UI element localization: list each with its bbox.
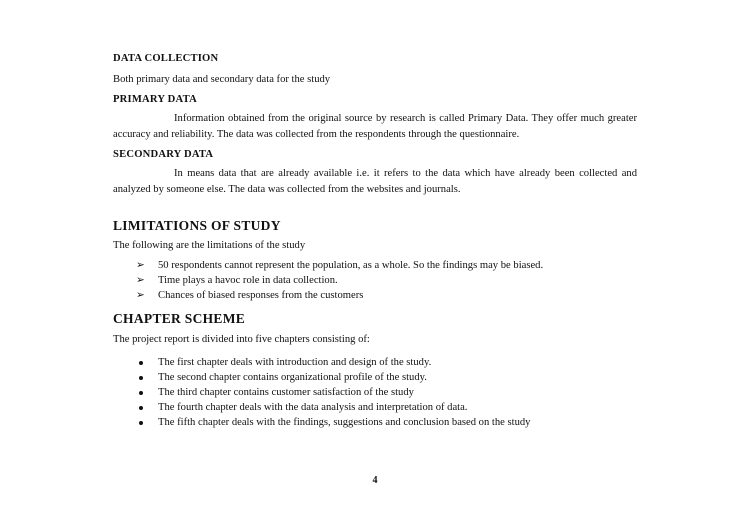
limitations-list xyxy=(113,259,637,303)
list-item: ➢ Chances of biased responses from the customers xyxy=(136,290,364,301)
list-item: The fifth chapter deals with the findings, suggestions and conclusion based on the study xyxy=(113,416,637,430)
arrow-bullet-icon: ➢ xyxy=(136,290,145,301)
limitations-intro: The following are the limitations of the study xyxy=(113,240,306,251)
list-item: The first chapter deals with introduction and design of the study. xyxy=(113,356,637,370)
list-item: The third chapter contains customer satisfaction of the study xyxy=(113,386,637,400)
chapter-scheme-intro: The project report is divided into five chapters consisting of: xyxy=(113,334,370,345)
primary-data-heading: PRIMARY DATA xyxy=(113,94,197,105)
bullet-dot-icon xyxy=(139,376,143,380)
list-item: The second chapter contains organizational profile of the study. xyxy=(113,371,637,385)
data-collection-heading: DATA COLLECTION xyxy=(113,53,219,64)
secondary-data-heading: SECONDARY DATA xyxy=(113,149,214,160)
bullet-dot-icon xyxy=(139,391,143,395)
bullet-dot-icon xyxy=(139,421,143,425)
primary-data-text: Information obtained from the original source by research is called Primary Data. They offer much greater accuracy and reliability. The data was collected from the respondents through the questionnaire. xyxy=(113,113,637,140)
page-number: 4 xyxy=(372,475,378,486)
chapter-list xyxy=(113,356,637,430)
list-item: ➢ 50 respondents cannot represent the population, as a whole. So the findings may be biased. xyxy=(136,260,544,271)
chapter-scheme-heading: CHAPTER SCHEME xyxy=(113,311,246,326)
list-item: The fourth chapter deals with the data analysis and interpretation of data. xyxy=(113,401,637,415)
data-collection-text: Both primary data and secondary data for the study xyxy=(113,74,331,85)
arrow-bullet-icon: ➢ xyxy=(136,275,145,286)
bullet-dot-icon xyxy=(139,361,143,365)
bullet-dot-icon xyxy=(139,406,143,410)
document-page xyxy=(113,52,637,430)
secondary-data-text: In means data that are already available i.e. it refers to the data which have already been collected and analyzed by someone else. The data was collected from the websites and journals. xyxy=(113,168,637,195)
list-item: ➢ Time plays a havoc role in data collection. xyxy=(136,275,338,286)
limitations-heading: LIMITATIONS OF STUDY xyxy=(113,218,281,233)
arrow-bullet-icon: ➢ xyxy=(136,260,145,271)
